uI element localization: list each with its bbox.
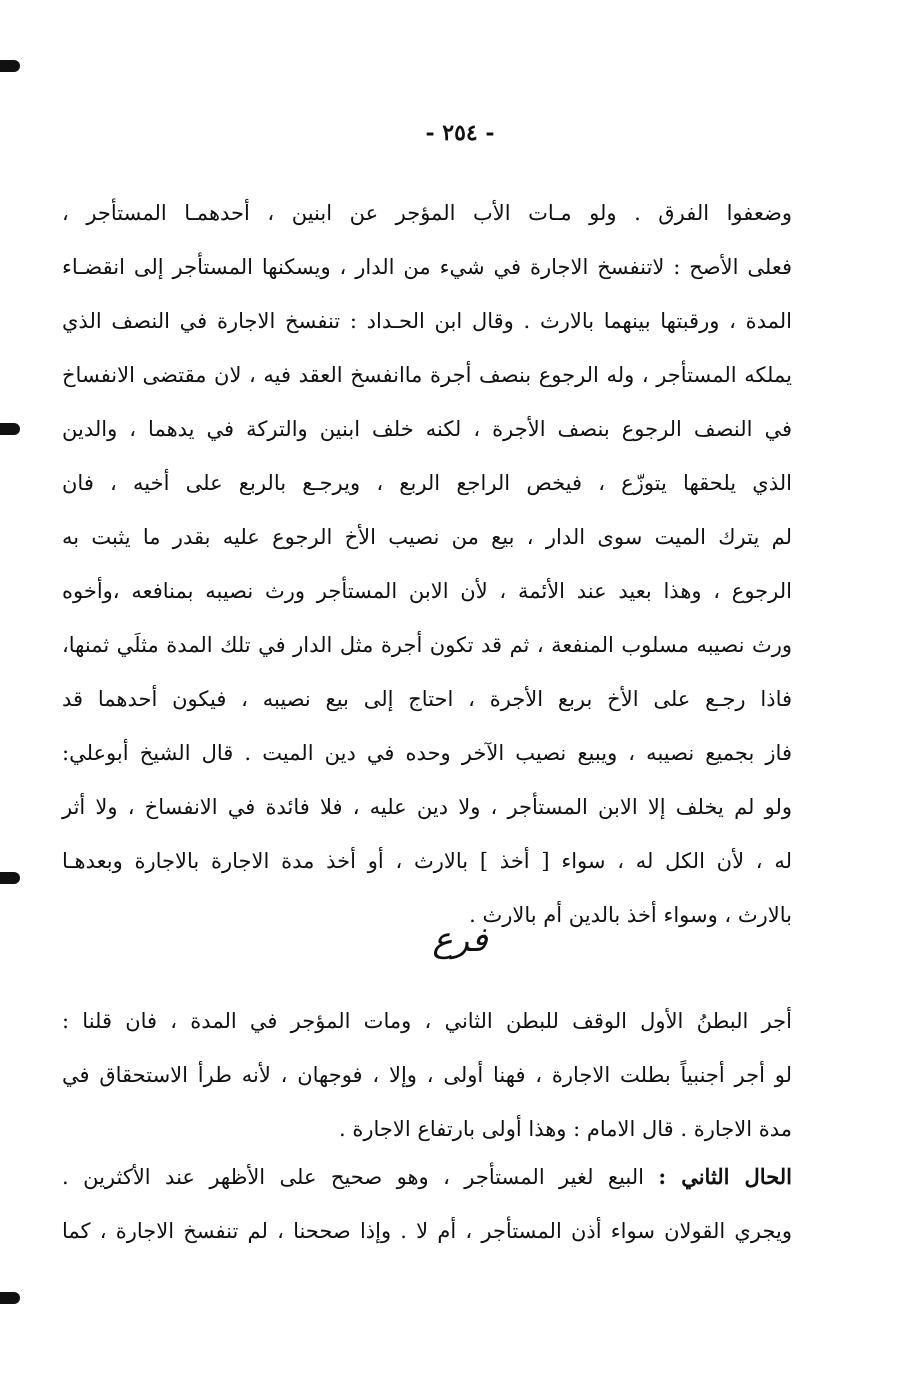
text-line: الذي يلحقها يتوزّع ، فيخص الراجع الربع ، ويرجـع بالربع على أخيه ، فان (62, 471, 792, 495)
text-line-rest: البيع لغير المستأجر ، وهو صحيح على الأظهر عند الأكثرين . (62, 1165, 659, 1189)
text-line: بالارث ، وسواء أخذ بالدين أم بالارث . (469, 903, 792, 927)
paragraph-1 (62, 186, 792, 942)
text-line: له ، لأن الكل له ، سواء [ أخذ ] بالارث ، أو أخذ مدة الاجارة بالاجارة وبعدهـا (62, 849, 792, 873)
scan-edge-mark (0, 60, 20, 72)
section-lead: الحال الثاني : (658, 1164, 792, 1189)
text-line: مدة الاجارة . قال الامام : وهذا أولى بارتفاع الاجارة . (338, 1117, 792, 1141)
text-line: ولو لم يخلف إلا الابن المستأجر ، ولا دين عليه ، فلا فائدة في الانفساخ ، ولا أثر (62, 795, 792, 819)
text-line: وضعفوا الفرق . ولو مـات الأب المؤجر عن ابنين ، أحدهمـا المستأجر ، (62, 201, 792, 225)
scan-edge-mark (0, 1292, 20, 1304)
text-line: لم يترك الميت سوى الدار ، بيع من نصيب الأخ الرجوع عليه بقدر ما يثبت به (62, 525, 792, 549)
paragraph-3 (62, 1150, 792, 1258)
text-line: يملكه المستأجر ، وله الرجوع بنصف أجرة ماانفسخ العقد فيه ، لان مقتضى الانفساخ (62, 363, 792, 387)
text-line: في النصف الرجوع بنصف الأجرة ، لكنه خلف ابنين والتركة في يدهما ، والدين (62, 417, 792, 441)
scan-edge-mark (0, 872, 20, 884)
text-line: الرجوع ، وهذا بعيد عند الأئمة ، لأن الابن المستأجر ورث نصيبه بمنافعه ،وأخوه (62, 579, 792, 603)
scan-edge-mark (0, 423, 20, 435)
page-number: - ٢٥٤ - (425, 120, 495, 146)
section-heading: فرع (432, 920, 488, 960)
text-line: فاز بجميع نصيبه ، ويبيع نصيب الآخر وحده في دين الميت . قال الشيخ أبوعلي: (62, 741, 792, 765)
paragraph-2 (62, 994, 792, 1156)
text-line: المدة ، ورقبتها بينهما بالارث . وقال ابن الحـداد : تنفسخ الاجارة في النصف الذي (62, 309, 792, 333)
text-line: فاذا رجـع على الأخ بربع الأجرة ، احتاج إلى بيع نصيبه ، فيكون أحدهما قد (62, 687, 792, 711)
text-line: فعلى الأصح : لاتنفسخ الاجارة في شيء من الدار ، ويسكنها المستأجر إلى انقضـاء (62, 255, 792, 279)
text-line: ورث نصيبه مسلوب المنفعة ، ثم قد تكون أجرة مثل الدار في تلك المدة مثلَي ثمنها، (62, 633, 792, 657)
text-line (62, 1150, 792, 1204)
text-line: أجر البطنُ الأول الوقف للبطن الثاني ، ومات المؤجر في المدة ، فان قلنا : (62, 1009, 792, 1033)
text-line: ويجري القولان سواء أذن المستأجر ، أم لا . وإذا صححنا ، لم تنفسخ الاجارة ، كما (62, 1219, 792, 1243)
text-line: لو أجر أجنبياً بطلت الاجارة ، فهنا أولى ، وإلا ، فوجهان ، لأنه طرأ الاستحقاق في (62, 1063, 792, 1087)
